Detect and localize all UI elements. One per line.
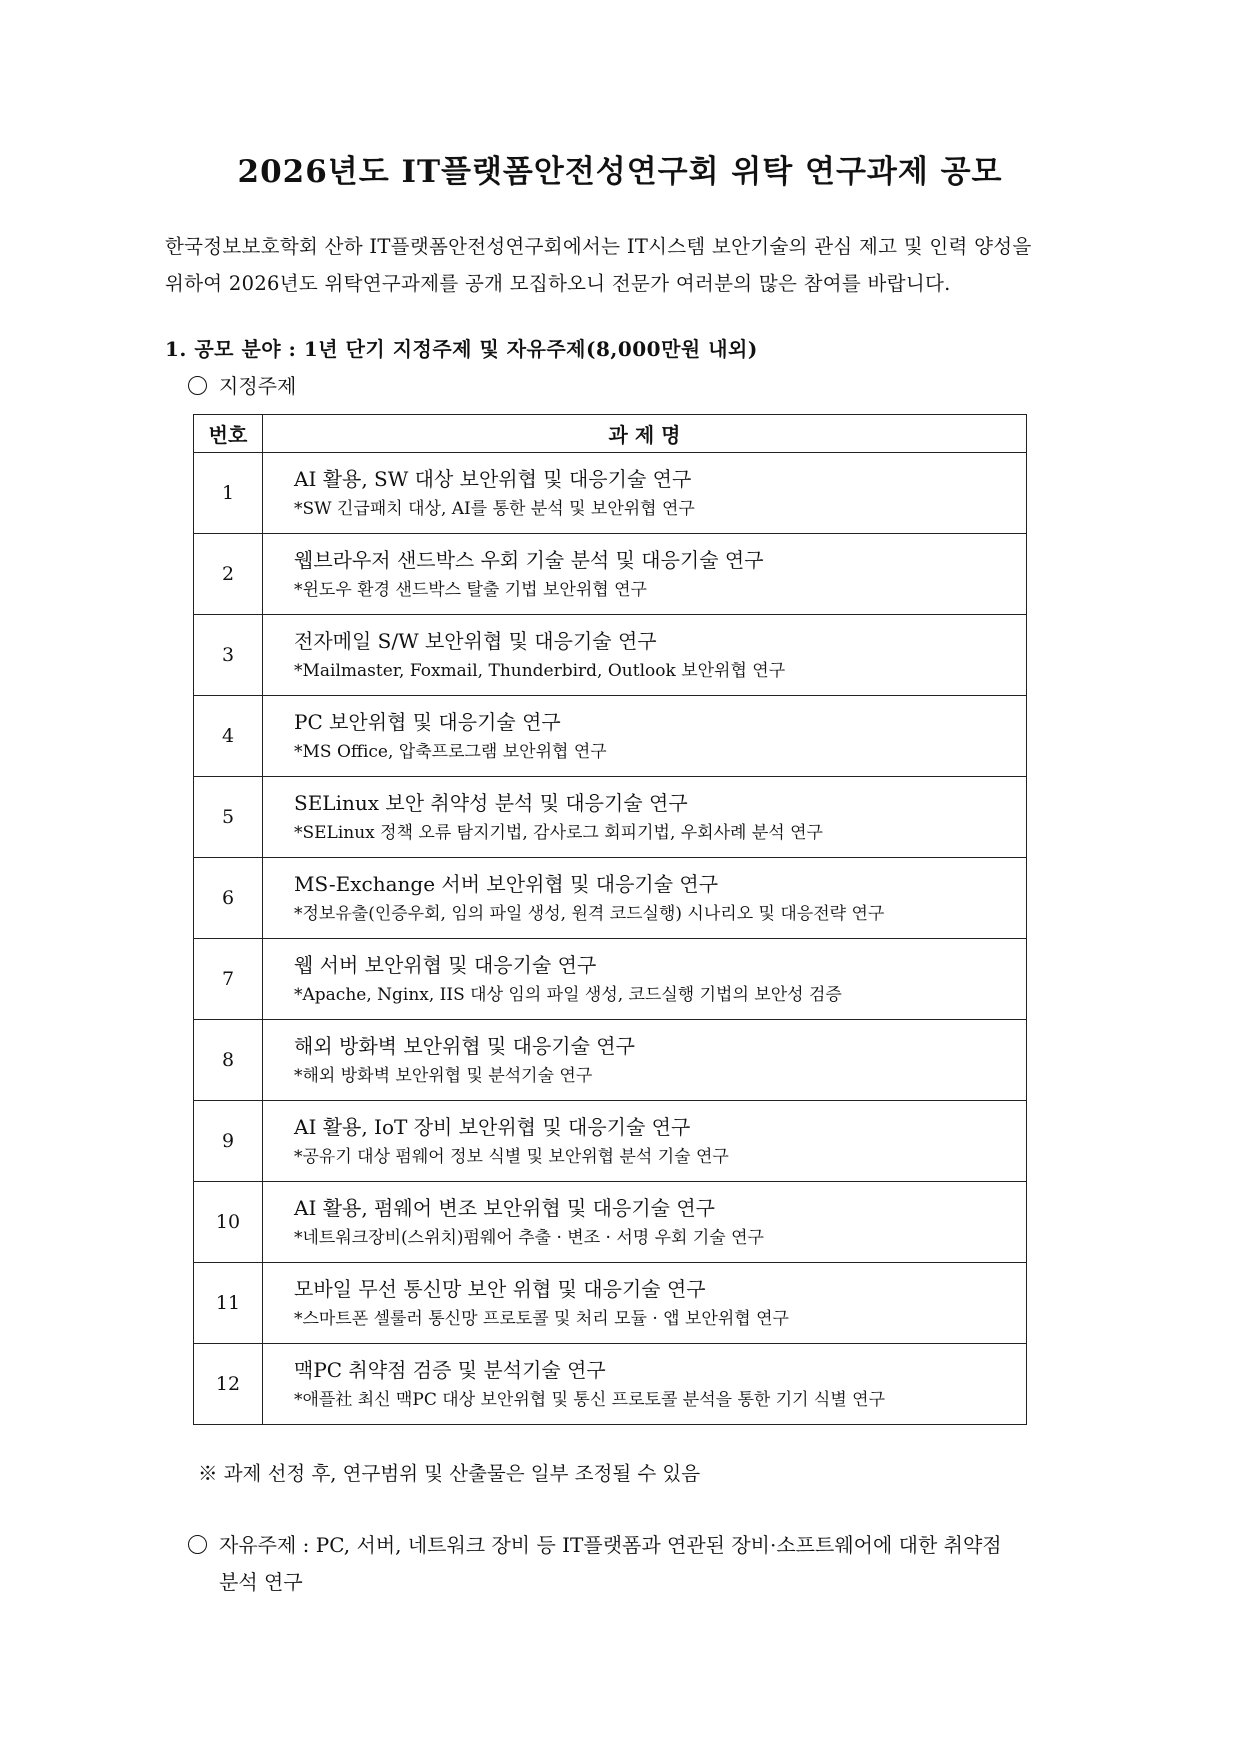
row-topic (263, 858, 1027, 939)
topic-description: *해외 방화벽 보안위협 및 분석기술 연구 (294, 1066, 593, 1086)
topics-table (193, 414, 1027, 1425)
free-topic-paragraph (188, 1527, 1088, 1601)
row-topic (263, 453, 1027, 534)
row-topic (263, 777, 1027, 858)
row-number: 6 (194, 858, 263, 939)
topic-description: *SW 긴급패치 대상, AI를 통한 분석 및 보안위협 연구 (294, 499, 695, 519)
row-topic (263, 1344, 1027, 1425)
table-row (194, 777, 1027, 858)
topic-description: *공유기 대상 펌웨어 정보 식별 및 보안위협 분석 기술 연구 (294, 1147, 729, 1167)
topic-title: 전자메일 S/W 보안위협 및 대응기술 연구 (294, 629, 657, 653)
free-topic-line-1: 자유주제 : PC, 서버, 네트워크 장비 등 IT플랫폼과 연관된 장비·소프트웨어에 대한 취약점 (219, 1533, 1002, 1557)
row-number: 4 (194, 696, 263, 777)
row-number: 8 (194, 1020, 263, 1101)
topic-description: *네트워크장비(스위치)펌웨어 추출 · 변조 · 서명 우회 기술 연구 (294, 1228, 764, 1248)
row-topic (263, 939, 1027, 1020)
document-title: 2026년도 IT플랫폼안전성연구회 위탁 연구과제 공모 (237, 154, 1003, 190)
header-topic-name: 과 제 명 (263, 415, 1027, 453)
table-row (194, 858, 1027, 939)
table-row (194, 939, 1027, 1020)
topic-description: *Mailmaster, Foxmail, Thunderbird, Outlook 보안위협 연구 (294, 661, 786, 681)
row-number: 2 (194, 534, 263, 615)
topic-title: AI 활용, SW 대상 보안위협 및 대응기술 연구 (294, 467, 692, 491)
row-topic (263, 1020, 1027, 1101)
topic-description: *SELinux 정책 오류 탐지기법, 감사로그 회피기법, 우회사례 분석 연구 (294, 823, 823, 843)
table-row (194, 1101, 1027, 1182)
circle-bullet-icon (188, 1535, 207, 1554)
row-topic (263, 1101, 1027, 1182)
row-topic (263, 534, 1027, 615)
free-topic-line-2: 분석 연구 (219, 1570, 303, 1594)
table-row (194, 453, 1027, 534)
topic-description: *정보유출(인증우회, 임의 파일 생성, 원격 코드실행) 시나리오 및 대응전략 연구 (294, 904, 885, 924)
row-number: 3 (194, 615, 263, 696)
section-1-heading: 1. 공모 분야 : 1년 단기 지정주제 및 자유주제(8,000만원 내외) (165, 337, 758, 361)
topic-title: SELinux 보안 취약성 분석 및 대응기술 연구 (294, 791, 688, 815)
row-number: 5 (194, 777, 263, 858)
adjustment-note: ※ 과제 선정 후, 연구범위 및 산출물은 일부 조정될 수 있음 (198, 1462, 701, 1485)
table-header-row (194, 415, 1027, 453)
table-row (194, 1182, 1027, 1263)
topic-title: 웹브라우저 샌드박스 우회 기술 분석 및 대응기술 연구 (294, 548, 764, 572)
topic-description: *스마트폰 셀룰러 통신망 프로토콜 및 처리 모듈 · 앱 보안위협 연구 (294, 1309, 789, 1329)
row-number: 9 (194, 1101, 263, 1182)
intro-line-2: 위하여 2026년도 위탁연구과제를 공개 모집하오니 전문가 여러분의 많은 참여를 바랍니다. (165, 272, 951, 295)
topic-description: *MS Office, 압축프로그램 보안위협 연구 (294, 742, 607, 762)
table-row (194, 615, 1027, 696)
circle-bullet-icon (188, 376, 207, 395)
designated-topics-text: 지정주제 (219, 374, 297, 398)
table-row (194, 696, 1027, 777)
row-number: 11 (194, 1263, 263, 1344)
row-topic (263, 1182, 1027, 1263)
topic-title: 웹 서버 보안위협 및 대응기술 연구 (294, 953, 597, 977)
topic-title: PC 보안위협 및 대응기술 연구 (294, 710, 561, 734)
topic-title: MS-Exchange 서버 보안위협 및 대응기술 연구 (294, 872, 719, 896)
row-topic (263, 615, 1027, 696)
topic-description: *윈도우 환경 샌드박스 탈출 기법 보안위협 연구 (294, 580, 647, 600)
designated-topics-label (188, 370, 296, 399)
topic-title: 맥PC 취약점 검증 및 분석기술 연구 (294, 1358, 606, 1382)
row-number: 1 (194, 453, 263, 534)
topic-title: AI 활용, IoT 장비 보안위협 및 대응기술 연구 (294, 1115, 691, 1139)
topic-title: AI 활용, 펌웨어 변조 보안위협 및 대응기술 연구 (294, 1196, 715, 1220)
row-number: 10 (194, 1182, 263, 1263)
topic-title: 해외 방화벽 보안위협 및 대응기술 연구 (294, 1034, 635, 1058)
row-number: 12 (194, 1344, 263, 1425)
table-row (194, 1263, 1027, 1344)
table-row (194, 534, 1027, 615)
intro-paragraph (165, 228, 1085, 302)
topic-description: *애플社 최신 맥PC 대상 보안위협 및 통신 프로토콜 분석을 통한 기기 식별 연구 (294, 1390, 886, 1410)
row-number: 7 (194, 939, 263, 1020)
topic-title: 모바일 무선 통신망 보안 위협 및 대응기술 연구 (294, 1277, 706, 1301)
table-row (194, 1344, 1027, 1425)
topic-description: *Apache, Nginx, IIS 대상 임의 파일 생성, 코드실행 기법의 보안성 검증 (294, 985, 842, 1005)
header-number: 번호 (194, 415, 263, 453)
table-row (194, 1020, 1027, 1101)
intro-line-1: 한국정보보호학회 산하 IT플랫폼안전성연구회에서는 IT시스템 보안기술의 관심 제고 및 인력 양성을 (165, 235, 1032, 258)
row-topic (263, 696, 1027, 777)
row-topic (263, 1263, 1027, 1344)
